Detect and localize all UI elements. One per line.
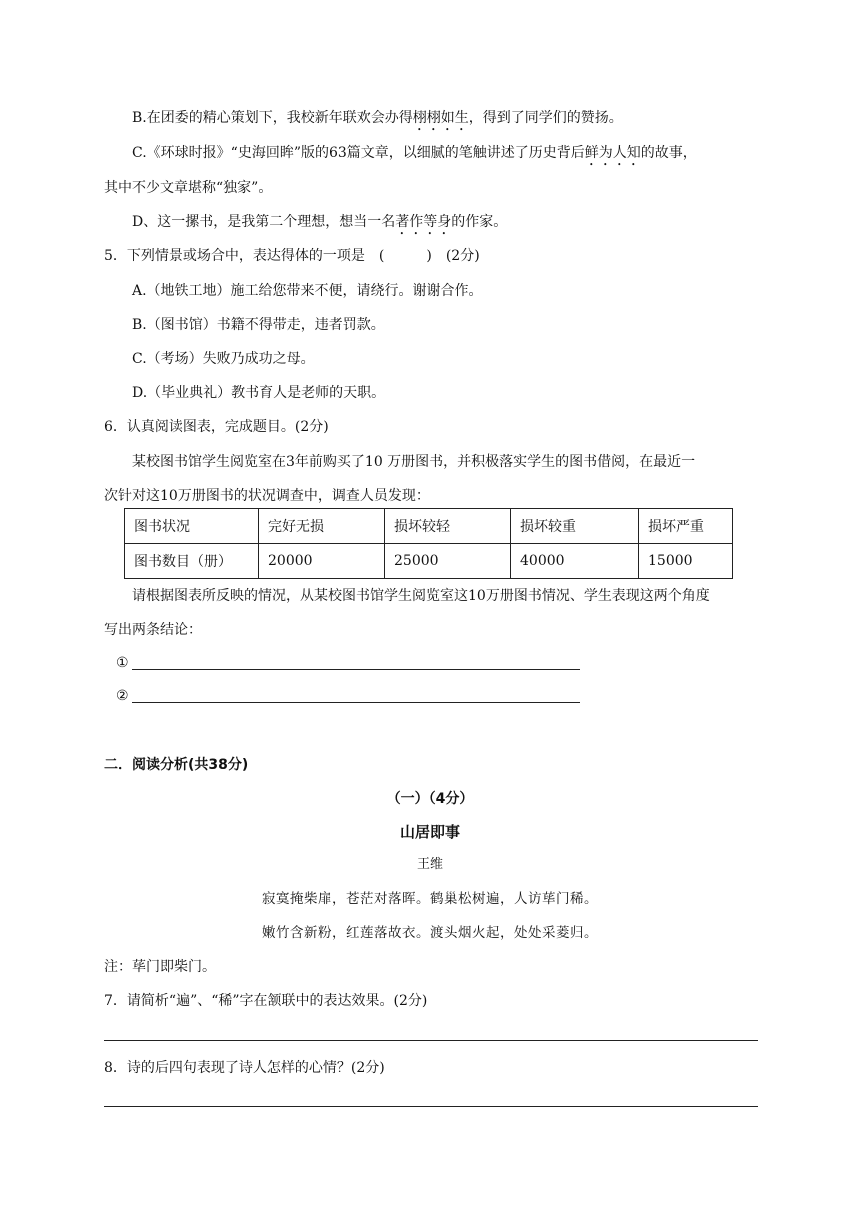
table-cell: 25000 xyxy=(385,544,511,579)
poem-title: 山居即事 xyxy=(399,823,460,841)
poem-author: 王维 xyxy=(416,857,443,872)
q5-option-b: B.（图书馆）书籍不得带走，违者罚款。 xyxy=(132,317,385,333)
q7-stem: 7．请简析“遍”、“稀”字在颔联中的表达效果。(2分) xyxy=(104,993,428,1009)
q4-option-c-line2: 其中不少文章堪称“独家”。 xyxy=(104,180,273,196)
q4-option-c-tail: 的故事， xyxy=(640,145,697,161)
q7-answer-line[interactable] xyxy=(104,1040,758,1041)
part-heading: （一）（4分） xyxy=(386,791,474,807)
q4-option-c-text: C.《环球时报》“史海回眸”版的63篇文章，以细腻的笔触讲述了历史背后 xyxy=(132,145,585,161)
q4-option-d-idiom: 著作等身 xyxy=(395,214,452,230)
answer-blank-2[interactable] xyxy=(132,702,580,703)
q4-option-b xyxy=(132,108,623,134)
q6-prompt-line2: 写出两条结论： xyxy=(104,622,202,638)
q4-option-b-text: B.在团委的精心策划下，我校新年联欢会办得 xyxy=(132,110,413,126)
table-header-cell: 损坏较重 xyxy=(511,509,639,544)
poem-line-2: 嫩竹含新粉，红莲落故衣。渡头烟火起，处处采菱归。 xyxy=(262,925,598,941)
q5-option-d: D.（毕业典礼）教书育人是老师的天职。 xyxy=(132,385,386,401)
q6-intro-line2: 次针对这10万册图书的状况调查中，调查人员发现： xyxy=(104,488,430,504)
poem-line-1: 寂寞掩柴扉，苍茫对落晖。鹤巢松树遍，人访荜门稀。 xyxy=(262,891,598,907)
table-cell: 40000 xyxy=(511,544,639,579)
q4-option-c xyxy=(132,143,697,169)
q8-answer-line[interactable] xyxy=(104,1106,758,1107)
table-cell: 15000 xyxy=(639,544,733,579)
q4-option-b-idiom: 栩栩如生 xyxy=(412,110,469,126)
table-header-cell: 图书状况 xyxy=(125,509,259,544)
q4-option-d-text: D、这一摞书，是我第二个理想，想当一名 xyxy=(132,214,396,230)
table-header-cell: 完好无损 xyxy=(259,509,385,544)
q5-option-c: C.（考场）失败乃成功之母。 xyxy=(132,351,315,367)
answer-mark-2: ② xyxy=(116,688,129,704)
book-status-table xyxy=(124,508,733,579)
table-cell: 20000 xyxy=(259,544,385,579)
q5-stem: 5．下列情景或场合中，表达得体的一项是 ( ) (2分) xyxy=(104,248,480,264)
table-cell: 图书数目（册） xyxy=(125,544,259,579)
table-header-cell: 损坏较轻 xyxy=(385,509,511,544)
table-header-row xyxy=(125,509,733,544)
table-row xyxy=(125,544,733,579)
q5-option-a: A.（地铁工地）施工给您带来不便，请绕行。谢谢合作。 xyxy=(132,283,483,299)
q6-intro-line1: 某校图书馆学生阅览室在3年前购买了10 万册图书，并积极落实学生的图书借阅，在最近一 xyxy=(132,454,696,470)
q4-option-b-tail: ，得到了同学们的赞扬。 xyxy=(468,110,623,126)
poem-note: 注：荜门即柴门。 xyxy=(104,959,216,975)
q4-option-c-idiom: 鲜为人知 xyxy=(584,145,641,161)
answer-mark-1: ① xyxy=(116,655,129,671)
q4-option-d xyxy=(132,212,507,238)
answer-blank-1[interactable] xyxy=(132,669,580,670)
section-heading: 二．阅读分析(共38分) xyxy=(104,757,249,773)
q6-stem: 6．认真阅读图表，完成题目。(2分) xyxy=(104,419,329,435)
q6-prompt-line1: 请根据图表所反映的情况，从某校图书馆学生阅览室这10万册图书情况、学生表现这两个角度 xyxy=(132,588,710,604)
q4-option-d-tail: 的作家。 xyxy=(451,214,508,230)
table-header-cell: 损坏严重 xyxy=(639,509,733,544)
q8-stem: 8．诗的后四句表现了诗人怎样的心情？(2分) xyxy=(104,1060,385,1076)
